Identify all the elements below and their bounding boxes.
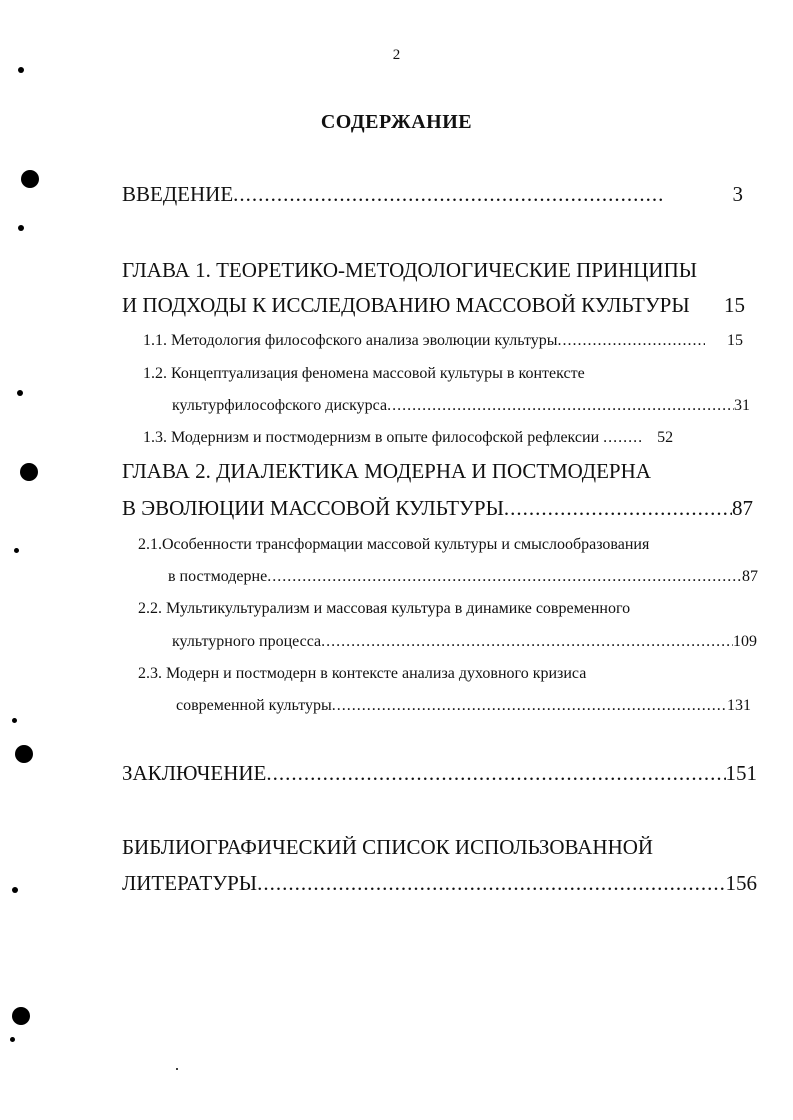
toc-entry-intro <box>122 182 743 207</box>
toc-entry-page: 15 <box>727 332 743 349</box>
toc-entry-chapter1 <box>122 293 745 318</box>
chapter1-heading-line2: И ПОДХОДЫ К ИССЛЕДОВАНИЮ МАССОВОЙ КУЛЬТУРЫ <box>122 293 690 317</box>
dot-leader <box>267 568 742 586</box>
toc-entry-section-2-1-line1: 2.1.Особенности трансформации массовой культуры и смыслообразования <box>138 536 650 553</box>
toc-entry-page: 52 <box>657 429 674 446</box>
page-number: 2 <box>392 47 401 63</box>
dot-leader <box>332 697 727 715</box>
toc-entry-section-1-2 <box>172 397 750 415</box>
toc-entry-bibliography <box>122 871 757 896</box>
dot-leader <box>266 761 725 786</box>
toc-title: СОДЕРЖАНИЕ <box>320 111 473 133</box>
toc-entry-label: в постмодерне <box>168 568 268 585</box>
toc-entry-page: 31 <box>734 397 750 414</box>
dot-leader <box>504 496 732 521</box>
scan-hole <box>15 745 33 763</box>
scan-mark <box>12 887 18 893</box>
toc-entry-section-2-3 <box>176 697 751 715</box>
scan-hole <box>12 1007 30 1025</box>
bibliography-heading-line2: ЛИТЕРАТУРЫ <box>122 871 258 895</box>
dot-leader <box>257 871 725 896</box>
toc-entry-page: 87 <box>742 568 758 585</box>
scan-mark <box>14 548 19 553</box>
dot-leader <box>558 332 706 350</box>
scan-hole <box>21 170 39 188</box>
dot-leader <box>233 182 662 207</box>
toc-entry-label: культурфилософского дискурса <box>172 397 388 414</box>
scan-mark <box>18 225 24 231</box>
toc-entry-page: 109 <box>733 633 757 650</box>
dot-leader <box>387 397 734 415</box>
scan-speck <box>176 1068 178 1070</box>
toc-entry-page: 156 <box>725 871 757 895</box>
toc-entry-conclusion <box>122 761 757 786</box>
chapter1-heading-line1: ГЛАВА 1. ТЕОРЕТИКО-МЕТОДОЛОГИЧЕСКИЕ ПРИНЦИПЫ <box>122 258 698 282</box>
toc-entry-label: 1.1. Методология философского анализа эволюции культуры <box>143 332 558 349</box>
scan-mark <box>18 67 24 73</box>
toc-entry-section-1-3 <box>143 429 752 447</box>
dot-leader <box>321 633 733 651</box>
toc-entry-page: 87 <box>732 496 753 520</box>
toc-entry-label: ЗАКЛЮЧЕНИЕ <box>122 761 267 785</box>
toc-entry-section-2-1 <box>168 568 758 586</box>
toc-entry-page: 151 <box>725 761 757 785</box>
toc-entry-label: современной культуры <box>176 697 332 714</box>
toc-entry-section-2-2-line1: 2.2. Мультикультурализм и массовая культура в динамике современного <box>138 600 631 617</box>
toc-entry-section-2-2 <box>172 633 757 651</box>
chapter2-heading-line2: В ЭВОЛЮЦИИ МАССОВОЙ КУЛЬТУРЫ <box>122 496 504 520</box>
toc-entry-page: 3 <box>732 182 743 206</box>
scan-mark <box>17 390 23 396</box>
toc-entry-section-1-1 <box>143 332 743 350</box>
dot-leader <box>603 429 641 447</box>
toc-entry-page: 131 <box>727 697 751 714</box>
chapter2-heading-line1: ГЛАВА 2. ДИАЛЕКТИКА МОДЕРНА И ПОСТМОДЕРНА <box>122 459 651 483</box>
toc-entry-label: культурного процесса <box>172 633 322 650</box>
scan-hole <box>20 463 38 481</box>
toc-entry-label: ВВЕДЕНИЕ <box>122 182 234 206</box>
toc-entry-section-2-3-line1: 2.3. Модерн и постмодерн в контексте анализа духовного кризиса <box>138 665 587 682</box>
scan-mark <box>12 718 17 723</box>
scan-mark <box>10 1037 15 1042</box>
toc-entry-label: 1.3. Модернизм и постмодернизм в опыте философской рефлексии <box>143 429 600 446</box>
toc-entry-page: 15 <box>724 293 745 317</box>
toc-entry-chapter2 <box>122 496 753 521</box>
bibliography-heading-line1: БИБЛИОГРАФИЧЕСКИЙ СПИСОК ИСПОЛЬЗОВАННОЙ <box>122 835 654 859</box>
toc-entry-section-1-2-line1: 1.2. Концептуализация феномена массовой культуры в контексте <box>143 365 585 382</box>
